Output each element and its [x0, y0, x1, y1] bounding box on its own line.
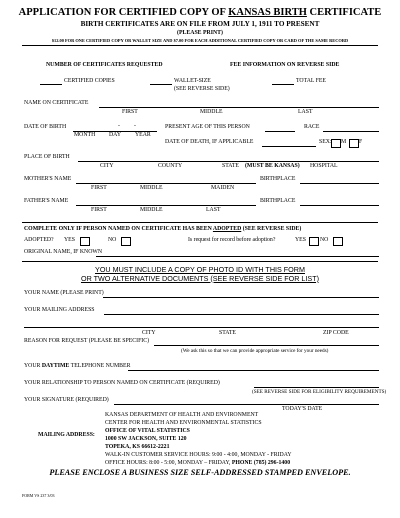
- present-age-label: PRESENT AGE OF THIS PERSON: [165, 124, 250, 130]
- form-number: FORM VS 237 3/03: [22, 493, 55, 498]
- mother-maiden-caption: MAIDEN: [211, 184, 235, 191]
- form-title: APPLICATION FOR CERTIFIED COPY OF KANSAS BIRTH CERTIFICATE: [18, 7, 382, 18]
- father-birthplace-field[interactable]: [300, 205, 379, 206]
- fathers-name-field[interactable]: [76, 205, 256, 206]
- adopted-no-label: NO: [108, 237, 117, 243]
- certified-copies-label: CERTIFIED COPIES: [64, 78, 115, 84]
- sex-f-label: F: [359, 139, 363, 145]
- certified-copies-field[interactable]: [40, 84, 62, 85]
- please-print-note: (PLEASE PRINT): [177, 30, 223, 36]
- mailing-address-heading: MAILING ADDRESS:: [38, 432, 95, 438]
- name-middle-caption: MIDDLE: [200, 108, 223, 115]
- before-adoption-no-label: NO: [320, 237, 329, 243]
- sex-label: SEX:: [319, 139, 332, 145]
- city-caption: CITY: [142, 329, 156, 336]
- before-adoption-yes-checkbox[interactable]: [309, 237, 319, 246]
- father-last-caption: LAST: [206, 206, 221, 213]
- relationship-note: (SEE REVERSE SIDE FOR ELIGIBILITY REQUIREMENTS): [252, 389, 387, 395]
- state-caption: STATE: [219, 329, 236, 336]
- present-age-field[interactable]: [265, 131, 295, 132]
- mothers-name-field[interactable]: [76, 183, 256, 184]
- mailing-line-2: CENTER FOR HEALTH AND ENVIRONMENTAL STATISTICS: [105, 420, 262, 426]
- mailing-address-field[interactable]: [104, 314, 379, 315]
- race-label: RACE: [304, 124, 320, 130]
- race-field[interactable]: [323, 131, 379, 132]
- dob-separator: -: [118, 123, 120, 129]
- father-birthplace-label: BIRTHPLACE: [260, 198, 296, 204]
- father-middle-caption: MIDDLE: [140, 206, 163, 213]
- office-hours: OFFICE HOURS: 8:00 - 5:00, MONDAY – FRIDAY, PHONE (785) 296-1400: [105, 460, 291, 466]
- signature-field[interactable]: [114, 404, 379, 405]
- adopted-question: ADOPTED?: [24, 237, 54, 243]
- wallet-size-field[interactable]: [150, 84, 172, 85]
- dob-year-caption: YEAR: [135, 131, 151, 138]
- name-on-certificate-field[interactable]: [99, 107, 379, 108]
- mailing-line-3: OFFICE OF VITAL STATISTICS: [105, 428, 190, 434]
- your-name-label: YOUR NAME (PLEASE PRINT): [24, 290, 104, 296]
- mailing-line-1: KANSAS DEPARTMENT OF HEALTH AND ENVIRONMENT: [105, 412, 259, 418]
- pob-hospital-caption: HOSPITAL: [310, 162, 338, 169]
- original-name-field[interactable]: [96, 256, 379, 257]
- wallet-size-note: (SEE REVERSE SIDE): [174, 85, 230, 92]
- reason-note: (We ask this so that we can provide appropriate service for your needs): [181, 348, 329, 354]
- reason-label: REASON FOR REQUEST (PLEASE BE SPECIFIC): [24, 338, 150, 344]
- father-first-caption: FIRST: [91, 206, 107, 213]
- num-certificates-header: NUMBER OF CERTIFICATES REQUESTED: [46, 62, 163, 68]
- date-of-birth-label: DATE OF BIRTH: [24, 124, 67, 130]
- form-subtitle: BIRTH CERTIFICATES ARE ON FILE FROM JULY 1, 1911 TO PRESENT: [80, 20, 320, 28]
- adopted-yes-checkbox[interactable]: [80, 237, 90, 246]
- relationship-field[interactable]: [254, 387, 379, 388]
- daytime-phone-label: YOUR DAYTIME TELEPHONE NUMBER: [24, 363, 131, 369]
- mailing-address-label: YOUR MAILING ADDRESS: [24, 307, 95, 313]
- dob-day-caption: DAY: [109, 131, 122, 138]
- city-state-zip-field[interactable]: [24, 327, 379, 328]
- before-adoption-yes-label: YES: [295, 237, 306, 243]
- before-adoption-question: Is request for record before adoption?: [188, 237, 276, 243]
- signature-label: YOUR SIGNATURE (REQUIRED): [24, 397, 109, 403]
- place-of-birth-label: PLACE OF BIRTH: [24, 154, 70, 160]
- reason-field[interactable]: [154, 345, 379, 346]
- name-on-certificate-label: NAME ON CERTIFICATE: [24, 100, 89, 106]
- envelope-notice: PLEASE ENCLOSE A BUSINESS SIZE SELF-ADDRESSED STAMPED ENVELOPE.: [49, 468, 351, 477]
- date-of-death-label: DATE OF DEATH, IF APPLICABLE: [165, 139, 254, 145]
- mailing-line-5: TOPEKA, KS 66612-2221: [105, 444, 170, 450]
- pob-city-caption: CITY: [100, 162, 114, 169]
- pob-must-be-kansas: (MUST BE KANSAS): [245, 162, 300, 169]
- fee-note: $12.00 FOR ONE CERTIFIED COPY OR WALLET SIZE AND $7.00 FOR EACH ADDITIONAL CERTIFIED COPY OR CARD OF THE SAME RECORD: [51, 37, 349, 43]
- divider: [22, 261, 378, 262]
- pob-county-caption: COUNTY: [158, 162, 183, 169]
- mother-middle-caption: MIDDLE: [140, 184, 163, 191]
- wallet-size-label: WALLET-SIZE: [174, 78, 211, 84]
- photo-id-notice: YOU MUST INCLUDE A COPY OF PHOTO ID WITH THIS FORM: [95, 265, 305, 274]
- fathers-name-label: FATHER'S NAME: [24, 198, 69, 204]
- todays-date-caption: TODAY'S DATE: [282, 405, 323, 412]
- adopted-no-checkbox[interactable]: [121, 237, 131, 246]
- daytime-phone-field[interactable]: [128, 370, 379, 371]
- mothers-name-label: MOTHER'S NAME: [24, 176, 72, 182]
- pob-state-caption: STATE: [222, 162, 239, 169]
- total-fee-label: TOTAL FEE: [296, 78, 326, 84]
- mailing-line-4: 1000 SW JACKSON, SUITE 120: [105, 436, 187, 442]
- fee-info-header: FEE INFORMATION ON REVERSE SIDE: [230, 62, 340, 68]
- zip-caption: ZIP CODE: [323, 329, 349, 336]
- walk-in-hours: WALK-IN CUSTOMER SERVICE HOURS: 9:00 - 4:00, MONDAY - FRIDAY: [105, 452, 292, 458]
- divider: [22, 222, 378, 223]
- sex-f-checkbox[interactable]: [349, 139, 359, 148]
- date-of-death-field[interactable]: [262, 146, 316, 147]
- sex-m-label: M: [341, 139, 347, 145]
- relationship-label: YOUR RELATIONSHIP TO PERSON NAMED ON CERTIFICATE (REQUIRED): [24, 380, 220, 386]
- original-name-label: ORIGINAL NAME, IF KNOWN: [24, 249, 103, 255]
- place-of-birth-field[interactable]: [78, 161, 379, 162]
- mother-birthplace-field[interactable]: [300, 183, 379, 184]
- before-adoption-no-checkbox[interactable]: [333, 237, 343, 246]
- dob-separator: -: [134, 123, 136, 129]
- your-name-field[interactable]: [103, 297, 379, 298]
- dob-month-caption: MONTH: [74, 131, 96, 138]
- sex-m-checkbox[interactable]: [331, 139, 341, 148]
- name-last-caption: LAST: [298, 108, 313, 115]
- total-fee-field[interactable]: [272, 84, 294, 85]
- name-first-caption: FIRST: [122, 108, 138, 115]
- mother-first-caption: FIRST: [91, 184, 107, 191]
- adopted-yes-label: YES: [64, 237, 75, 243]
- adoption-header: COMPLETE ONLY IF PERSON NAMED ON CERTIFICATE HAS BEEN ADOPTED (SEE REVERSE SIDE): [24, 226, 302, 232]
- photo-id-notice-line2: OR TWO ALTERNATIVE DOCUMENTS (SEE REVERSE SIDE FOR LIST): [80, 273, 320, 283]
- divider: [22, 45, 378, 46]
- mother-birthplace-label: BIRTHPLACE: [260, 176, 296, 182]
